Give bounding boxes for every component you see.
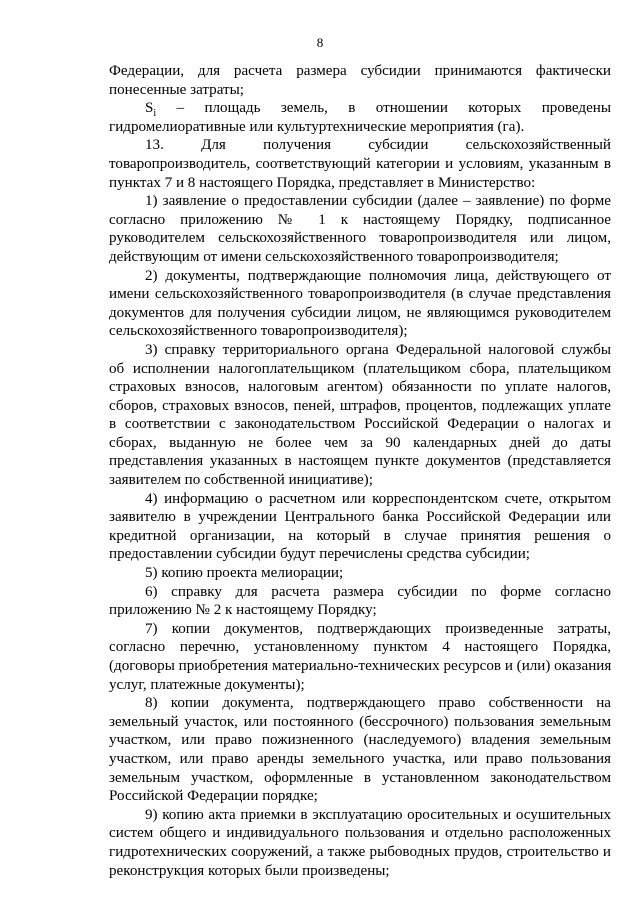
- text-line: участком, или право пожизненного (наследуемого) владения земельным: [109, 732, 611, 749]
- page-number: 8: [316, 35, 324, 50]
- text-line: действующим от имени сельскохозяйственного товаропроизводителя;: [109, 248, 559, 265]
- list-item-8: [109, 694, 611, 806]
- list-item-9: [109, 806, 611, 880]
- text-line: земельный участок, или постоянного (бессрочного) пользования земельным: [109, 713, 611, 730]
- text-line: 8) копии документа, подтверждающего право собственности на: [145, 695, 611, 712]
- text-line: кредитной организации, на который в случае принятия решения о: [109, 527, 611, 544]
- paragraph-s-definition: [109, 99, 611, 136]
- text-line: сборов, страховых взносов, пеней, штрафов, процентов, подлежащих уплате: [109, 397, 611, 414]
- text-line: товаропроизводитель, соответствующий категории и условиям, указанным в: [109, 155, 611, 172]
- text-line: участком, или право аренды земельного участка, или право пользования: [109, 750, 611, 767]
- text-line: [109, 99, 611, 118]
- heading-word: получения: [263, 137, 332, 154]
- text-line: 1) заявление о предоставлении субсидии (далее – заявление) по форме: [145, 193, 611, 210]
- list-item-6: [109, 583, 611, 620]
- text-line: руководителем сельскохозяйственного товаропроизводителя или лицом,: [109, 230, 611, 247]
- text-line: сельскохозяйственного товаропроизводителя);: [109, 323, 408, 340]
- text-line: гидротехнических сооружений, а также рыбоводных прудов, строительство и: [109, 843, 611, 860]
- list-item-7: [109, 620, 611, 694]
- text-line: (договоры приобретения материально-технических ресурсов и (или) оказания: [109, 658, 612, 674]
- text-line: согласно приложению № 1 к настоящему Порядку, подписанное: [109, 211, 611, 228]
- text-line: представления указанных в настоящем пункте документов (представляется: [109, 453, 611, 470]
- list-item-1: [109, 192, 611, 266]
- text-line: предоставлении субсидии будут перечислены средства субсидии;: [109, 546, 530, 563]
- text-line: заявителю в учреждении Центрального банка Российской Федерации или: [109, 509, 611, 526]
- paragraph-point-13: [109, 136, 611, 192]
- text-line: услуг, платежные документы);: [109, 676, 305, 693]
- text-line: земельным участком, оформленные в установленном законодательством: [109, 769, 611, 786]
- text-line-content: – площадь земель, в отношении которых проведены: [176, 100, 611, 117]
- text-line: в соответствии с законодательством Российской Федерации о налогах и: [109, 416, 611, 433]
- text-line: систем общего и индивидуального пользования и отдельно расположенных: [109, 825, 611, 842]
- list-item-3: [109, 341, 611, 490]
- text-line: документов для получения субсидии лицом, не являющимся руководителем: [109, 304, 611, 321]
- text-line: пунктах 7 и 8 настоящего Порядка, представляет в Министерство:: [109, 174, 536, 191]
- text-line: реконструкция которых были произведены;: [109, 862, 390, 879]
- text-line: 9) копию акта приемки в эксплуатацию оросительных и осушительных: [145, 806, 611, 823]
- document-body: [109, 62, 611, 880]
- heading-word: Для: [201, 137, 226, 154]
- text-line: страховых взносов, налоговым агентом) обязанности по уплате налогов,: [109, 379, 611, 396]
- list-item-4: [109, 490, 611, 564]
- text-line: сборах, выданную не более чем за 90 календарных дней до даты: [109, 434, 611, 451]
- text-line: 5) копию проекта мелиорации;: [145, 565, 344, 582]
- text-line: Федерации, для расчета размера субсидии принимаются фактически: [109, 63, 611, 79]
- heading-word: сельскохозяйственный: [465, 137, 611, 154]
- list-item-5: [109, 564, 611, 583]
- text-line: 7) копии документов, подтверждающих произведенные затраты,: [145, 620, 611, 637]
- text-line: 2) документы, подтверждающие полномочия лица, действующего от: [145, 267, 611, 284]
- text-line: Российской Федерации порядке;: [109, 788, 318, 805]
- text-line: об исполнении налогоплательщиком (плательщиком сбора, плательщиком: [109, 360, 611, 377]
- text-line: 3) справку территориального органа Федеральной налоговой службы: [145, 341, 611, 358]
- text-line: 6) справку для расчета размера субсидии по форме согласно: [145, 583, 611, 600]
- text-line: согласно перечню, установленному пунктом 4 настоящего Порядка,: [109, 639, 611, 656]
- text-line: приложению № 2 к настоящему Порядку;: [109, 602, 377, 619]
- text-line: 4) информацию о расчетном или корреспондентском счете, открытом: [145, 490, 611, 507]
- text-line: гидромелиоративные или культуртехнические мероприятия (га).: [109, 118, 525, 135]
- formula-symbol: $S_i$: [145, 100, 157, 120]
- point-13-heading-line: [109, 136, 611, 155]
- list-item-2: [109, 267, 611, 341]
- heading-word: субсидии: [368, 137, 429, 154]
- text-line: заявителем по собственной инициативе);: [109, 472, 373, 489]
- text-line: понесенные затраты;: [109, 81, 244, 98]
- text-line: имени сельскохозяйственного товаропроизводителя (в случае представления: [109, 286, 611, 303]
- paragraph-continuation: [109, 62, 611, 99]
- point-number: 13.: [145, 137, 164, 154]
